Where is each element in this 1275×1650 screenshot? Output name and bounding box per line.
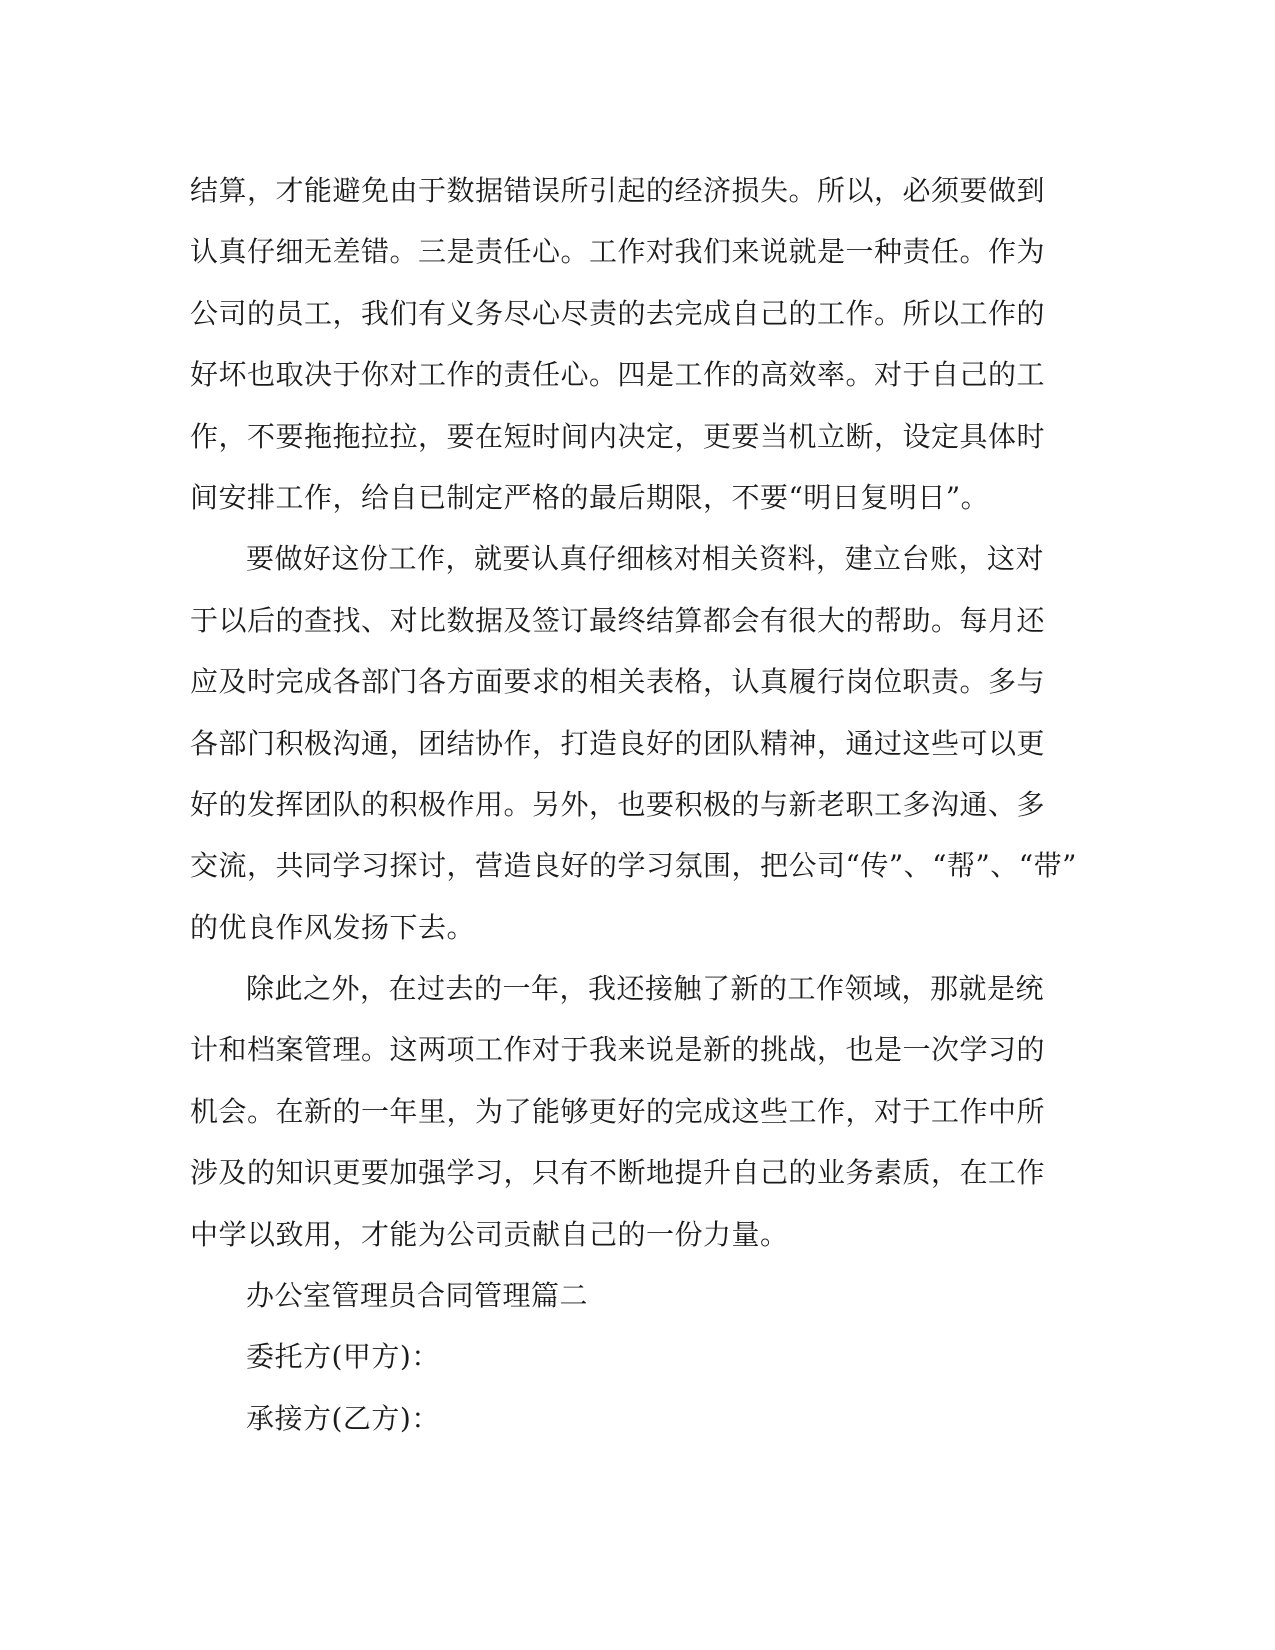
- text-line: 各部门积极沟通，团结协作，打造良好的团队精神，通过这些可以更: [190, 726, 1046, 760]
- text-line: 于以后的查找、对比数据及签订最终结算都会有很大的帮助。每月还: [190, 603, 1046, 637]
- party-a-line: [190, 1326, 1090, 1387]
- text-line: 好坏也取决于你对工作的责任心。四是工作的高效率。对于自己的工: [190, 358, 1046, 392]
- text-line: 交流，共同学习探讨，营造良好的学习氛围，把公司“传”、“帮”、“带”: [190, 849, 1077, 883]
- text-line: 作，不要拖拖拉拉，要在短时间内决定，更要当机立断，设定具体时: [190, 419, 1046, 453]
- text-line: 好的发挥团队的积极作用。另外，也要积极的与新老职工多沟通、多: [190, 787, 1046, 821]
- text-line: 间安排工作，给自已制定严格的最后期限，不要“明日复明日”。: [190, 480, 990, 514]
- party-a-label: 委托方(甲方)：: [246, 1340, 440, 1374]
- text-line: 认真仔细无差错。三是责任心。工作对我们来说就是一种责任。作为: [190, 235, 1046, 269]
- party-b-line: [190, 1388, 1090, 1449]
- party-b-label: 承接方(乙方)：: [246, 1401, 440, 1435]
- text-line: 机会。在新的一年里，为了能够更好的完成这些工作，对于工作中所: [190, 1094, 1046, 1128]
- text-line: 计和档案管理。这两项工作对于我来说是新的挑战，也是一次学习的: [190, 1033, 1046, 1067]
- text-line: 除此之外，在过去的一年，我还接触了新的工作领域，那就是统: [246, 972, 1045, 1006]
- text-line: 结算，才能避免由于数据错误所引起的经济损失。所以，必须要做到: [190, 174, 1046, 207]
- section-heading: [190, 1265, 1090, 1326]
- document-body: [190, 160, 1090, 1449]
- text-line: 应及时完成各部门各方面要求的相关表格，认真履行岗位职责。多与: [190, 665, 1046, 699]
- text-line: 要做好这份工作，就要认真仔细核对相关资料，建立台账，这对: [246, 542, 1045, 576]
- text-line: 中学以致用，才能为公司贡献自己的一份力量。: [190, 1217, 789, 1251]
- paragraph-new-fields: [190, 958, 1090, 1265]
- text-line: 的优良作风发扬下去。: [190, 910, 476, 944]
- paragraph-do-job-well: [190, 528, 1090, 958]
- paragraph-work-attitude: [190, 160, 1090, 528]
- text-line: 涉及的知识更要加强学习，只有不断地提升自己的业务素质，在工作: [190, 1156, 1046, 1190]
- text-line: 公司的员工，我们有义务尽心尽责的去完成自己的工作。所以工作的: [190, 296, 1046, 330]
- section-title: 办公室管理员合同管理篇二: [246, 1279, 589, 1313]
